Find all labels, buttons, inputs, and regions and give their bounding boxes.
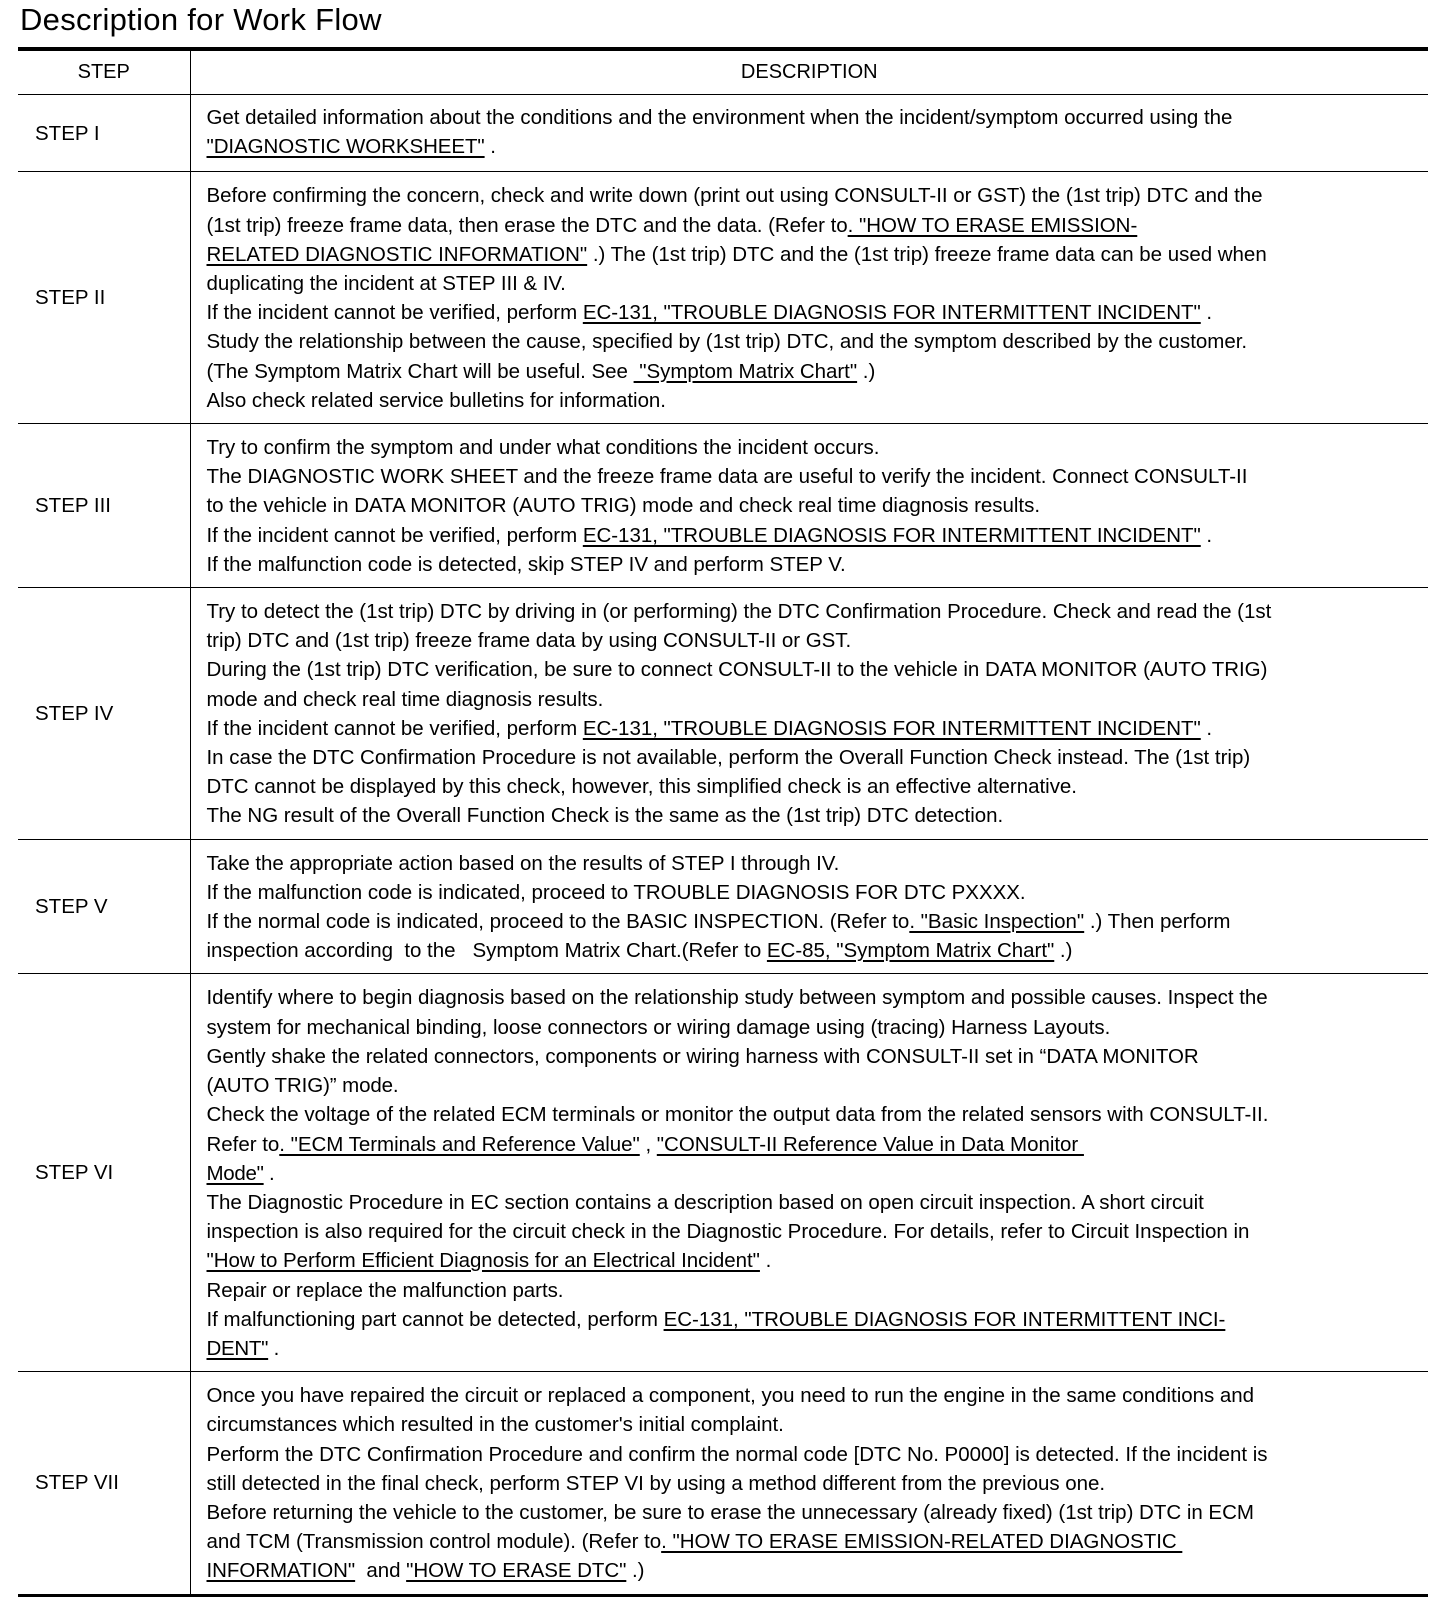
header-description: DESCRIPTION [190,49,1428,95]
description-text: Study the relationship between the cause, specified by (1st trip) DTC, and the symptom described by the customer. [206,330,1248,354]
description-line [207,269,1421,298]
description-line [207,1100,1421,1129]
description-line [207,181,1421,210]
description-text: (1st trip) freeze frame data, then erase the DTC and the data. (Refer to [206,213,848,237]
reference-link[interactable]: EC-131, "TROUBLE DIAGNOSIS FOR INTERMITTENT INCI- [663,1307,1226,1331]
reference-link[interactable]: EC-131, "TROUBLE DIAGNOSIS FOR INTERMITTENT INCIDENT" [582,523,1201,547]
description-line [207,1042,1421,1071]
description-text: circumstances which resulted in the customer's initial complaint. [206,1413,784,1437]
reference-link[interactable]: "DIAGNOSTIC WORKSHEET" [206,135,485,159]
table-row [18,974,1428,1372]
description-text: . [1200,523,1213,547]
description-text: .) [857,359,876,383]
reference-link[interactable]: "CONSULT-II Reference Value in Data Monitor [656,1132,1084,1156]
description-text: The Diagnostic Procedure in EC section contains a description based on open circuit inspection. A short circuit [206,1190,1204,1214]
table-row [18,839,1428,974]
description-line [207,1469,1421,1498]
step-description [190,974,1428,1372]
description-line [207,1159,1421,1188]
description-text: Before confirming the concern, check and write down (print out using CONSULT-II or GST) the (1st trip) DTC and the [206,184,1263,208]
table-body [18,95,1428,1596]
description-text: .) [1054,939,1073,963]
description-text: Try to detect the (1st trip) DTC by driving in (or performing) the DTC Confirmation Procedure. Check and read the (1st [206,600,1272,624]
description-line [207,1246,1421,1275]
description-line [207,491,1421,520]
description-text: The NG result of the Overall Function Check is the same as the (1st trip) DTC detection. [206,804,1004,828]
description-text: . [263,1161,275,1185]
description-line [207,462,1421,491]
description-text: duplicating the incident at STEP III & IV. [206,272,566,296]
description-text: mode and check real time diagnosis results. [206,687,604,711]
description-text: Refer to [206,1132,280,1156]
step-description [190,172,1428,424]
page-title: Description for Work Flow [20,2,382,37]
description-text: . [484,135,496,159]
description-line [207,1527,1421,1556]
reference-link[interactable]: RELATED DIAGNOSTIC INFORMATION" [206,242,588,266]
description-line [207,772,1421,801]
header-step: STEP [18,49,190,95]
table-row [18,424,1428,588]
step-label: STEP V [18,839,190,974]
table-row [18,95,1428,172]
description-text: Identify where to begin diagnosis based on the relationship study between symptom and possible causes. Inspect the [206,986,1268,1010]
description-text: and [355,1559,407,1583]
description-line [207,550,1421,579]
description-line [207,1188,1421,1217]
description-text: , [639,1132,657,1156]
description-line [207,1556,1421,1585]
description-line [207,1276,1421,1305]
description-line [207,521,1421,550]
step-description [190,95,1428,172]
description-text: Also check related service bulletins for information. [206,388,666,412]
step-label: STEP III [18,424,190,588]
reference-link[interactable]: . "Basic Inspection" [909,910,1085,934]
description-line [207,1071,1421,1100]
description-text: .) [626,1559,645,1583]
reference-link[interactable]: . "ECM Terminals and Reference Value" [279,1132,640,1156]
description-line [207,433,1421,462]
description-line [207,1305,1421,1334]
description-line [207,103,1421,132]
reference-link[interactable]: INFORMATION" [206,1559,356,1583]
description-line [207,298,1421,327]
description-text: still detected in the final check, perform STEP VI by using a method different from the previous one. [206,1471,1106,1495]
reference-link[interactable]: EC-85, "Symptom Matrix Chart" [766,939,1055,963]
description-text: to the vehicle in DATA MONITOR (AUTO TRIG) mode and check real time diagnosis results. [206,494,1041,518]
description-line [207,714,1421,743]
description-text: .) The (1st trip) DTC and the (1st trip) freeze frame data can be used when [587,242,1267,266]
description-text: Get detailed information about the conditions and the environment when the incident/symptom occurred using the [206,106,1239,129]
description-line [207,1334,1421,1363]
description-line [207,1217,1421,1246]
description-line [207,1498,1421,1527]
step-label: STEP IV [18,588,190,840]
table-row [18,172,1428,424]
description-text: . [759,1249,772,1273]
description-line [207,132,1421,161]
description-text: Check the voltage of the related ECM terminals or monitor the output data from the related sensors with CONSULT-II. [206,1103,1269,1127]
description-text: (The Symptom Matrix Chart will be useful. See [206,359,634,383]
description-line [207,878,1421,907]
description-text: Try to confirm the symptom and under what conditions the incident occurs. [206,436,880,460]
reference-link[interactable]: EC-131, "TROUBLE DIAGNOSIS FOR INTERMITTENT INCIDENT" [582,716,1201,740]
description-line [207,1410,1421,1439]
description-line [207,1130,1421,1159]
description-line [207,240,1421,269]
description-text: . [1200,716,1213,740]
description-line [207,1381,1421,1410]
description-line [207,327,1421,356]
reference-link[interactable]: "HOW TO ERASE DTC" [406,1559,627,1583]
description-text: If the incident cannot be verified, perform [206,301,583,325]
description-text: Gently shake the related connectors, components or wiring harness with CONSULT-II set in “DATA MONITOR [206,1044,1199,1068]
work-flow-table [18,47,1428,1597]
step-label: STEP VII [18,1372,190,1595]
reference-link[interactable]: . "HOW TO ERASE EMISSION-RELATED DIAGNOSTIC [661,1530,1183,1554]
description-text: If the incident cannot be verified, perform [206,716,583,740]
reference-link[interactable]: DENT" [206,1336,269,1360]
description-line [207,1440,1421,1469]
description-text: and TCM (Transmission control module). (Refer to [206,1530,662,1554]
description-text: If the normal code is indicated, proceed to the BASIC INSPECTION. (Refer to [206,910,910,934]
description-text: . [268,1336,279,1360]
reference-link[interactable]: "Symptom Matrix Chart" [633,359,858,383]
description-line [207,211,1421,240]
step-description [190,839,1428,974]
description-line [207,983,1421,1012]
description-line [207,907,1421,936]
table-row [18,1372,1428,1595]
description-line [207,936,1421,965]
description-text: If malfunctioning part cannot be detected, perform [206,1307,664,1331]
step-label: STEP II [18,172,190,424]
description-line [207,685,1421,714]
reference-link[interactable]: "How to Perform Efficient Diagnosis for an Electrical Incident" [206,1249,760,1273]
description-text: If the malfunction code is detected, skip STEP IV and perform STEP V. [206,552,846,576]
step-description [190,1372,1428,1595]
description-text: During the (1st trip) DTC verification, be sure to connect CONSULT-II to the vehicle in DATA MONITOR (AUTO TRIG) [206,658,1268,682]
description-text: inspection according to the Symptom Matrix Chart.(Refer to [206,939,767,963]
reference-link[interactable]: Mode" [206,1161,264,1185]
description-text: Take the appropriate action based on the results of STEP I through IV. [206,851,840,875]
description-line [207,357,1421,386]
description-text: If the malfunction code is indicated, proceed to TROUBLE DIAGNOSIS FOR DTC PXXXX. [206,880,1026,904]
description-text: Perform the DTC Confirmation Procedure and confirm the normal code [DTC No. P0000] is detected. If the incident is [206,1442,1268,1466]
description-line [207,626,1421,655]
description-text: system for mechanical binding, loose connectors or wiring damage using (tracing) Harness Layouts. [206,1015,1111,1039]
step-label: STEP VI [18,974,190,1372]
description-text: trip) DTC and (1st trip) freeze frame data by using CONSULT-II or GST. [206,629,852,653]
description-text: If the incident cannot be verified, perform [206,523,583,547]
description-text: DTC cannot be displayed by this check, however, this simplified check is an effective alternative. [206,775,1077,799]
description-line [207,801,1421,830]
description-text: In case the DTC Confirmation Procedure is not available, perform the Overall Function Check instead. The (1st trip) [206,746,1251,770]
table-row [18,588,1428,840]
table-header-row [18,49,1428,95]
description-text: inspection is also required for the circuit check in the Diagnostic Procedure. For details, refer to Circuit Inspection in [206,1220,1250,1244]
description-line [207,743,1421,772]
description-line [207,849,1421,878]
description-text: .) Then perform [1084,910,1231,934]
reference-link[interactable]: EC-131, "TROUBLE DIAGNOSIS FOR INTERMITTENT INCIDENT" [582,301,1201,325]
description-text: (AUTO TRIG)” mode. [206,1074,399,1098]
description-text: Before returning the vehicle to the customer, be sure to erase the unnecessary (already fixed) (1st trip) DTC in ECM [206,1500,1254,1524]
description-line [207,1013,1421,1042]
description-line [207,597,1421,626]
description-text: The DIAGNOSTIC WORK SHEET and the freeze frame data are useful to verify the incident. Connect CONSULT-II [206,465,1248,489]
step-description [190,588,1428,840]
step-description [190,424,1428,588]
step-label: STEP I [18,95,190,172]
reference-link[interactable]: . "HOW TO ERASE EMISSION- [847,213,1138,237]
description-text: Repair or replace the malfunction parts. [206,1278,564,1302]
description-text: . [1200,301,1213,325]
description-line [207,655,1421,684]
description-line [207,386,1421,415]
description-text: Once you have repaired the circuit or replaced a component, you need to run the engine in the same conditions and [206,1384,1255,1408]
